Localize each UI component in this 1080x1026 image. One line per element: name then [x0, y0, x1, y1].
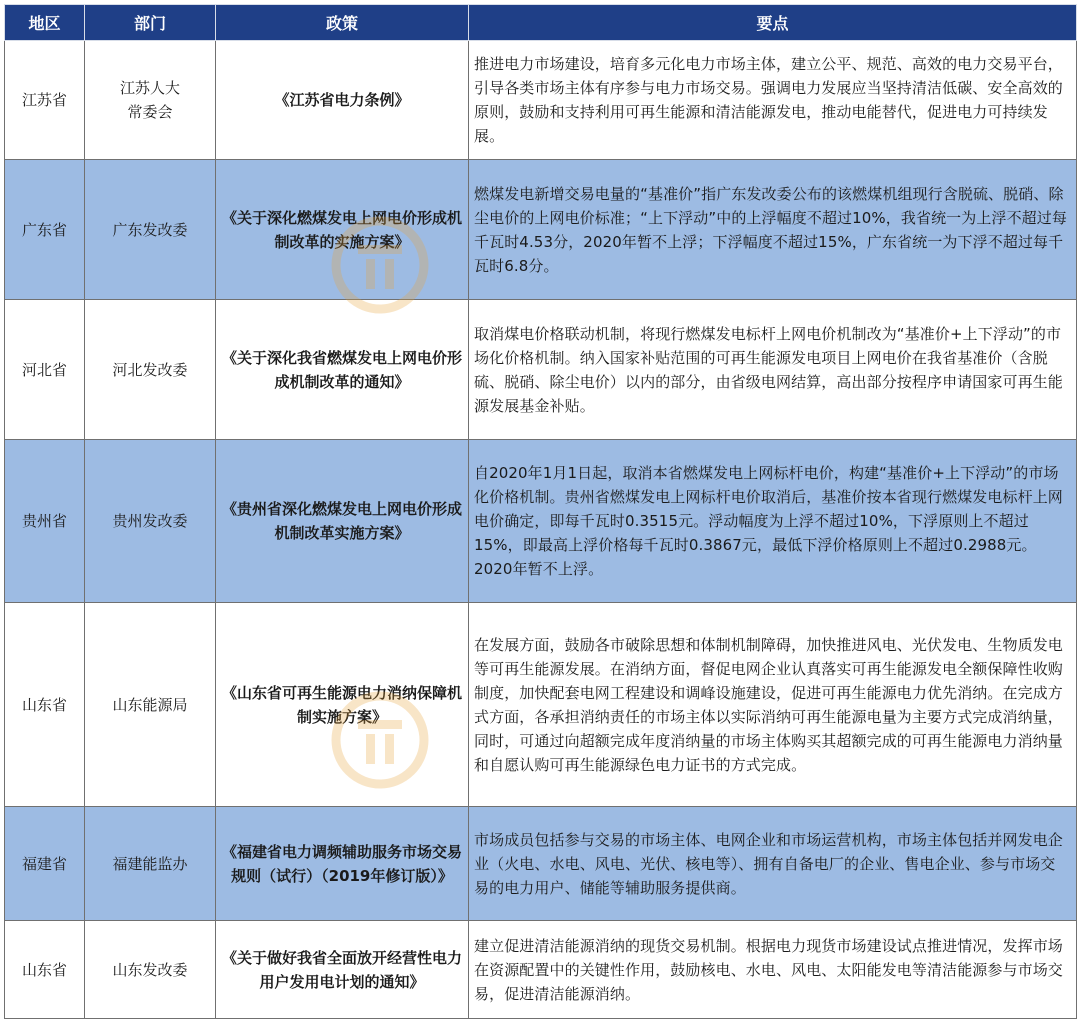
cell-policy: 《关于做好我省全面放开经营性电力用户发用电计划的通知》: [216, 921, 469, 1019]
cell-key-points: 市场成员包括参与交易的市场主体、电网企业和市场运营机构，市场主体包括并网发电企业（火电、水电、风电、光伏、核电等）、拥有自备电厂的企业、售电企业、参与市场交易的电力用户、储能等辅助服务提供商。: [469, 807, 1077, 921]
department-line: 河北发改委: [112, 360, 188, 379]
department-line: 山东能源局: [112, 695, 188, 714]
header-key-points: 要点: [469, 5, 1077, 41]
cell-department: [85, 807, 216, 921]
cell-policy: 《山东省可再生能源电力消纳保障机制实施方案》: [216, 603, 469, 807]
table-row: [5, 440, 1077, 603]
cell-region: 广东省: [5, 160, 85, 300]
cell-key-points: 建立促进清洁能源消纳的现货交易机制。根据电力现货市场建设试点推进情况，发挥市场在资源配置中的关键性作用，鼓励核电、水电、风电、太阳能发电等清洁能源参与市场交易，促进清洁能源消纳。: [469, 921, 1077, 1019]
cell-key-points: 燃煤发电新增交易电量的“基准价”指广东发改委公布的该燃煤机组现行含脱硫、脱硝、除尘电价的上网电价标准；“上下浮动”中的上浮幅度不超过10%，我省统一为上浮不超过每千瓦时4.53分，2020年暂不上浮；下浮幅度不超过15%，广东省统一为下浮不超过每千瓦时6.8分。: [469, 160, 1077, 300]
table-row: [5, 300, 1077, 440]
department-line: 贵州发改委: [112, 512, 188, 530]
cell-department: [85, 160, 216, 300]
cell-policy: 《贵州省深化燃煤发电上网电价形成机制改革实施方案》: [216, 440, 469, 603]
table-row: [5, 160, 1077, 300]
department-line: 常委会: [127, 103, 173, 121]
cell-department: [85, 603, 216, 807]
cell-region: 贵州省: [5, 440, 85, 603]
cell-policy: 《关于深化我省燃煤发电上网电价形成机制改革的通知》: [216, 300, 469, 440]
table-header-row: [5, 5, 1077, 41]
cell-region: 江苏省: [5, 41, 85, 160]
header-department: 部门: [85, 5, 216, 41]
cell-region: 福建省: [5, 807, 85, 921]
table-row: [5, 41, 1077, 160]
cell-region: 山东省: [5, 921, 85, 1019]
cell-department: [85, 300, 216, 440]
table-row: [5, 603, 1077, 807]
cell-department: [85, 41, 216, 160]
header-region: 地区: [5, 5, 85, 41]
cell-key-points: 自2020年1月1日起，取消本省燃煤发电上网标杆电价，构建“基准价+上下浮动”的市场化价格机制。贵州省燃煤发电上网标杆电价取消后，基准价按本省现行燃煤发电标杆上网电价确定，即每千瓦时0.3515元。浮动幅度为上浮不超过10%，下浮原则上不超过15%，即最高上浮价格每千瓦时0.3867元，最低下浮价格原则上不超过0.2988元。2020年暂不上浮。: [469, 440, 1077, 603]
department-line: 江苏人大: [119, 79, 180, 97]
cell-policy: 《关于深化燃煤发电上网电价形成机制改革的实施方案》: [216, 160, 469, 300]
cell-policy: 《福建省电力调频辅助服务市场交易规则（试行）（2019年修订版）》: [216, 807, 469, 921]
policy-table: [4, 4, 1077, 1019]
department-line: 福建能监办: [112, 854, 188, 873]
cell-policy: 《江苏省电力条例》: [216, 41, 469, 160]
cell-region: 河北省: [5, 300, 85, 440]
cell-key-points: 取消煤电价格联动机制，将现行燃煤发电标杆上网电价机制改为“基准价+上下浮动”的市场化价格机制。纳入国家补贴范围的可再生能源发电项目上网电价在我省基准价（含脱硫、脱硝、除尘电价）以内的部分，由省级电网结算，高出部分按程序申请国家可再生能源发展基金补贴。: [469, 300, 1077, 440]
cell-department: [85, 921, 216, 1019]
department-line: 山东发改委: [112, 960, 188, 979]
cell-region: 山东省: [5, 603, 85, 807]
cell-key-points: 推进电力市场建设，培育多元化电力市场主体，建立公平、规范、高效的电力交易平台，引导各类市场主体有序参与电力市场交易。强调电力发展应当坚持清洁低碳、安全高效的原则，鼓励和支持利用可再生能源和清洁能源发电，推动电能替代，促进电力可持续发展。: [469, 41, 1077, 160]
department-line: 广东发改委: [112, 220, 188, 239]
cell-department: [85, 440, 216, 603]
cell-key-points: 在发展方面，鼓励各市破除思想和体制机制障碍，加快推进风电、光伏发电、生物质发电等可再生能源发展。在消纳方面，督促电网企业认真落实可再生能源发电全额保障性收购制度，加快配套电网工程建设和调峰设施建设，促进可再生能源电力优先消纳。在完成方式方面，各承担消纳责任的市场主体以实际消纳可再生能源电量为主要方式完成消纳量，同时，可通过向超额完成年度消纳量的市场主体购买其超额完成的可再生能源电力消纳量和自愿认购可再生能源绿色电力证书的方式完成。: [469, 603, 1077, 807]
table-row: [5, 921, 1077, 1019]
header-policy: 政策: [216, 5, 469, 41]
table-row: [5, 807, 1077, 921]
